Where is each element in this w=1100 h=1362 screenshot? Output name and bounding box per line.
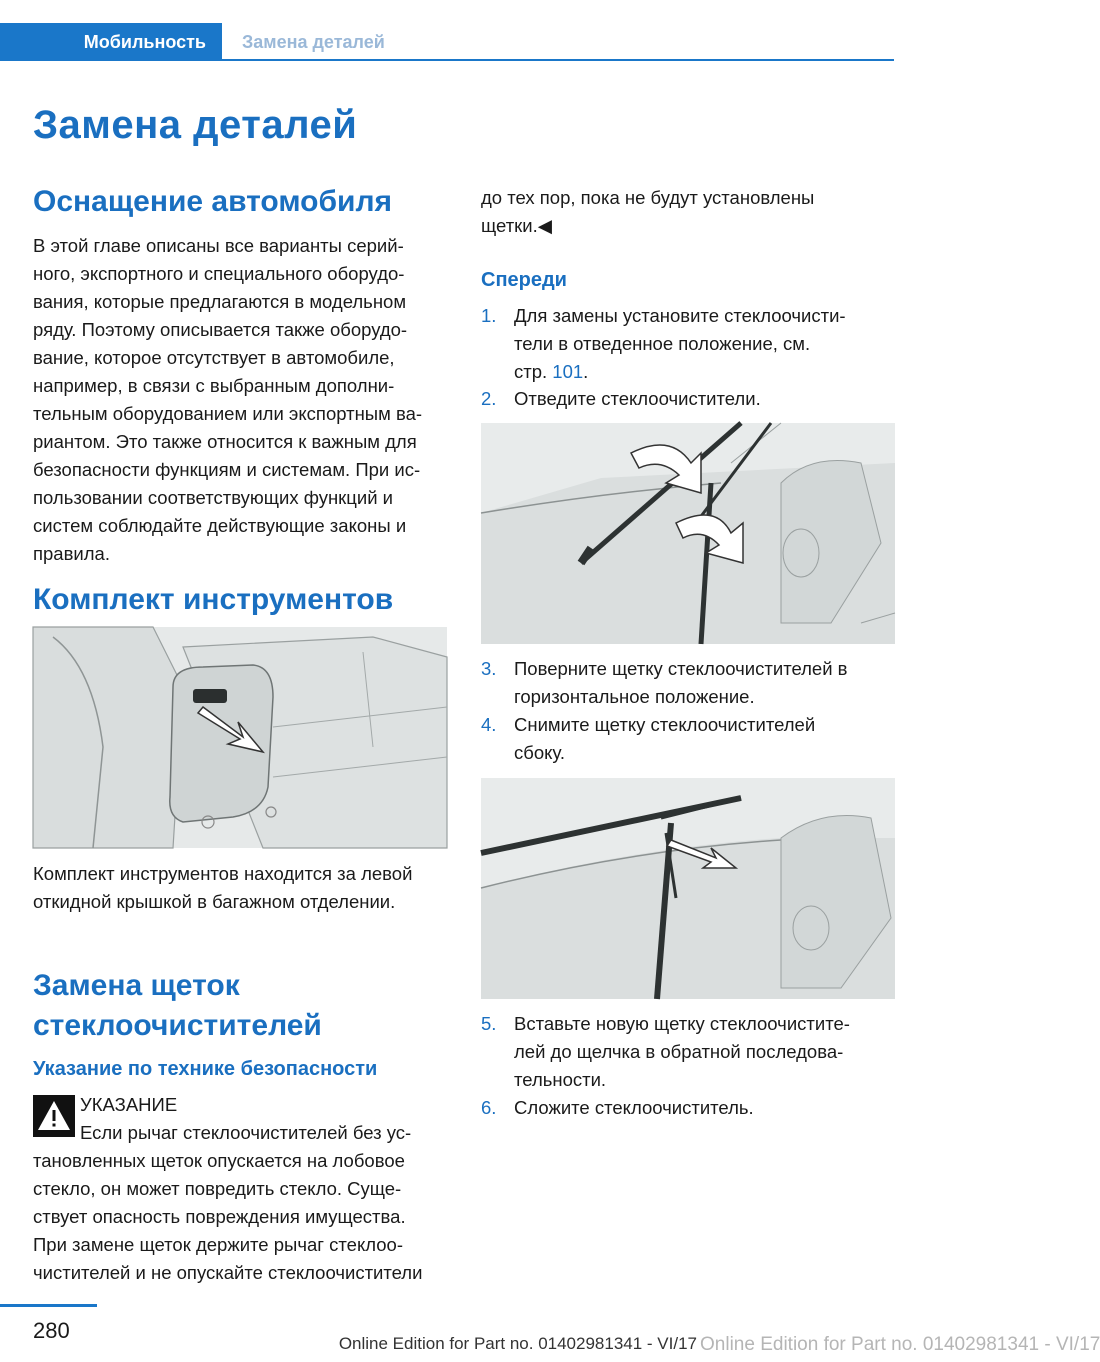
- page-title: Замена деталей: [33, 103, 358, 147]
- continuation-paragraph: до тех пор, пока не будут установлены щетки.◀: [481, 187, 815, 236]
- wiper-blade-removal-illustration: [481, 778, 895, 999]
- tab-replace-parts[interactable]: Замена деталей: [242, 32, 385, 52]
- toolkit-caption: Комплект инструментов находится за левой откидной крышкой в багажном отделении.: [33, 863, 413, 912]
- page-number: 280: [33, 1318, 70, 1343]
- step-number: 6.: [481, 1097, 497, 1118]
- wipers-heading: Замена щеток стеклоочистителей: [33, 969, 322, 1042]
- edition-note: Online Edition for Part no. 01402981341 - VI/17: [338, 1334, 697, 1353]
- tab-mobility-label: Мобильность: [83, 32, 206, 52]
- step-number: 2.: [481, 388, 497, 409]
- equipment-heading: Оснащение автомобиля: [33, 185, 393, 218]
- header-divider: [222, 59, 894, 61]
- footer-divider: [0, 1304, 97, 1307]
- list-item: 1. Для замены установите стеклоочисти- тели в отведенное положение, см. стр. 101.: [481, 302, 895, 386]
- warning-icon: [33, 1095, 75, 1137]
- warning-body: тановленных щеток опускается на лобовое стекло, он может повредить стекло. Суще- ствует опасность повреждения имущества. При замене щеток держите рычаг стеклоо- чистителей и не опускайте стеклоочистители: [33, 1150, 423, 1283]
- wipers-folded-out-illustration: [481, 423, 895, 644]
- step-number: 3.: [481, 658, 497, 679]
- toolkit-heading: Комплект инструментов: [33, 583, 394, 616]
- watermark: Online Edition for Part no. 01402981341 - VI/17: [700, 1334, 1100, 1355]
- warning-first-line: Если рычаг стеклоочистителей без ус-: [80, 1122, 412, 1143]
- page-ref-link[interactable]: 101: [552, 361, 584, 382]
- equipment-paragraph: В этой главе описаны все варианты серий- ного, экспортного и специального оборудо- вания, которые предлагаются в модельном ряду. Поэтому описывается также оборудо- вание, которое отсутствует в автомобиле, например, в связи с выбранным дополни- тельным оборудованием или экспортным ва- риантом. Это также относится к важным для безопасности функциям и системам. При ис- пользовании соответствующих функций и систем соблюдайте действующие законы и правила.: [33, 235, 423, 564]
- safety-heading: Указание по технике безопасности: [33, 1058, 378, 1080]
- step-number: 4.: [481, 714, 497, 735]
- tab-mobility[interactable]: [0, 23, 222, 61]
- trunk-toolkit-illustration: [33, 627, 447, 848]
- list-item: 3. Поверните щетку стеклоочистителей в горизонтальное положение.: [481, 655, 895, 711]
- list-item: 4. Снимите щетку стеклоочистителей сбоку.: [481, 711, 895, 767]
- list-item: 2. Отведите стеклоочистители.: [481, 385, 895, 413]
- step-number: 1.: [481, 305, 497, 326]
- warning-title: УКАЗАНИЕ: [80, 1094, 178, 1115]
- front-heading: Спереди: [481, 269, 567, 291]
- step-number: 5.: [481, 1013, 497, 1034]
- list-item: 6. Сложите стеклоочиститель.: [481, 1094, 895, 1122]
- list-item: 5. Вставьте новую щетку стеклоочистите- лей до щелчка в обратной последова- тельности.: [481, 1010, 895, 1094]
